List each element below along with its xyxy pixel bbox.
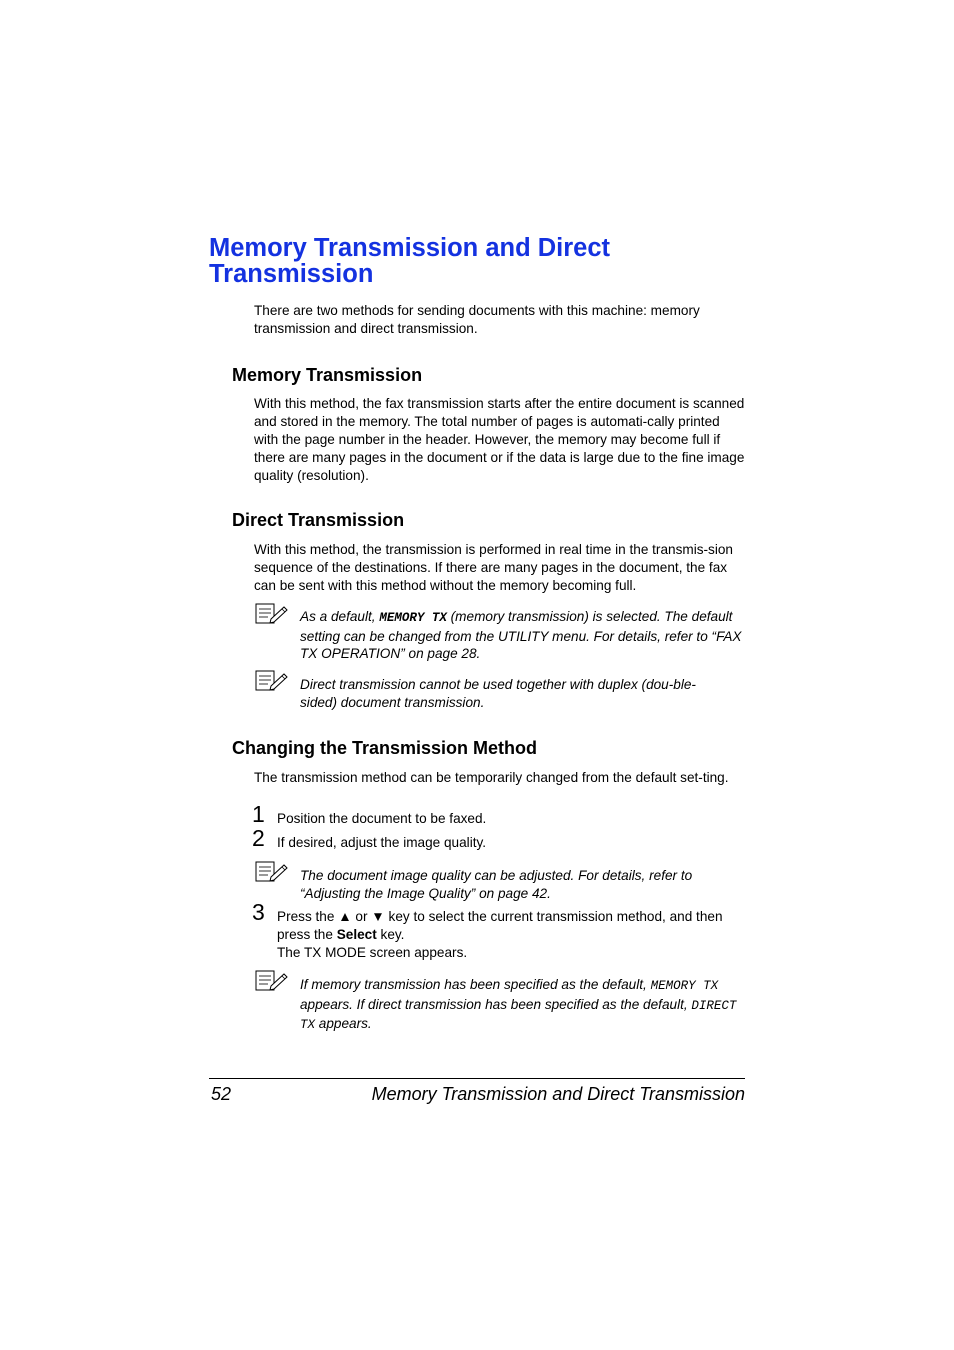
step-text: key. [376,927,405,942]
page-number: 52 [211,1084,232,1104]
note-pencil-icon [254,859,290,883]
direct-transmission-body: With this method, the transmission is performed in real time in the transmis-sion sequence of the destinations. If there are many pages in the document, the fax can be sent with this method without the memory becoming full. [254,542,733,593]
note-duplex: Direct transmission cannot be used together with duplex (dou-ble-sided) document transmission. [300,677,696,710]
step-2-text: If desired, adjust the image quality. [277,835,487,850]
step-1-text: Position the document to be faxed. [277,811,487,826]
lcd-text-direct-tx: DIRECT TX [300,998,737,1032]
changing-method-heading: Changing the Transmission Method [232,738,538,758]
note-pencil-icon [254,968,290,992]
footer-title: Memory Transmission and Direct Transmission [371,1084,745,1104]
step-text: Press the ▲ or ▼ key to select the current transmission method, and then press the [277,909,723,942]
step-number: 1 [252,801,265,827]
lcd-text-memory-tx: MEMORY TX [650,979,719,993]
memory-transmission-heading: Memory Transmission [232,365,423,385]
footer-rule [209,1078,745,1079]
note-tx-mode-default [300,976,746,1035]
note-image-quality: The document image quality can be adjusted. For details, refer to “Adjusting the Image Quality” on page 42. [300,868,693,901]
step-3-text [277,908,747,962]
note-text: If memory transmission has been specified as the default, [300,977,651,992]
step-result-text: The TX MODE screen appears. [277,945,468,960]
note-text: appears. [315,1016,372,1031]
note-text: appears. If direct transmission has been specified as the default, [300,996,692,1012]
direct-transmission-heading: Direct Transmission [232,510,405,530]
memory-transmission-body: With this method, the fax transmission starts after the entire document is scanned and stored in the memory. The total number of pages is automati-cally printed with the page number in the header. However, the memory may become full if there are many pages in the document or if the data is large due to the fine image quality (resolution). [254,396,745,483]
intro-paragraph: There are two methods for sending documents with this machine: memory transmission and direct transmission. [254,303,700,336]
changing-method-body: The transmission method can be temporarily changed from the default set-ting. [254,770,729,785]
note-text: (memory transmission) is selected. The default setting can be changed from the UTILITY menu. For details, refer to “FAX TX OPERATION” on page 28. [300,609,742,661]
page-title: Memory Transmission and Direct Transmission [209,234,611,288]
step-number: 3 [252,899,265,925]
note-pencil-icon [254,601,290,625]
lcd-text-memory-tx: MEMORY TX [379,611,447,625]
select-key-label: Select [336,927,377,942]
step-number: 2 [252,825,265,851]
note-text: As a default, [300,609,380,624]
note-default-memory-tx [300,608,746,663]
note-pencil-icon [254,668,290,692]
